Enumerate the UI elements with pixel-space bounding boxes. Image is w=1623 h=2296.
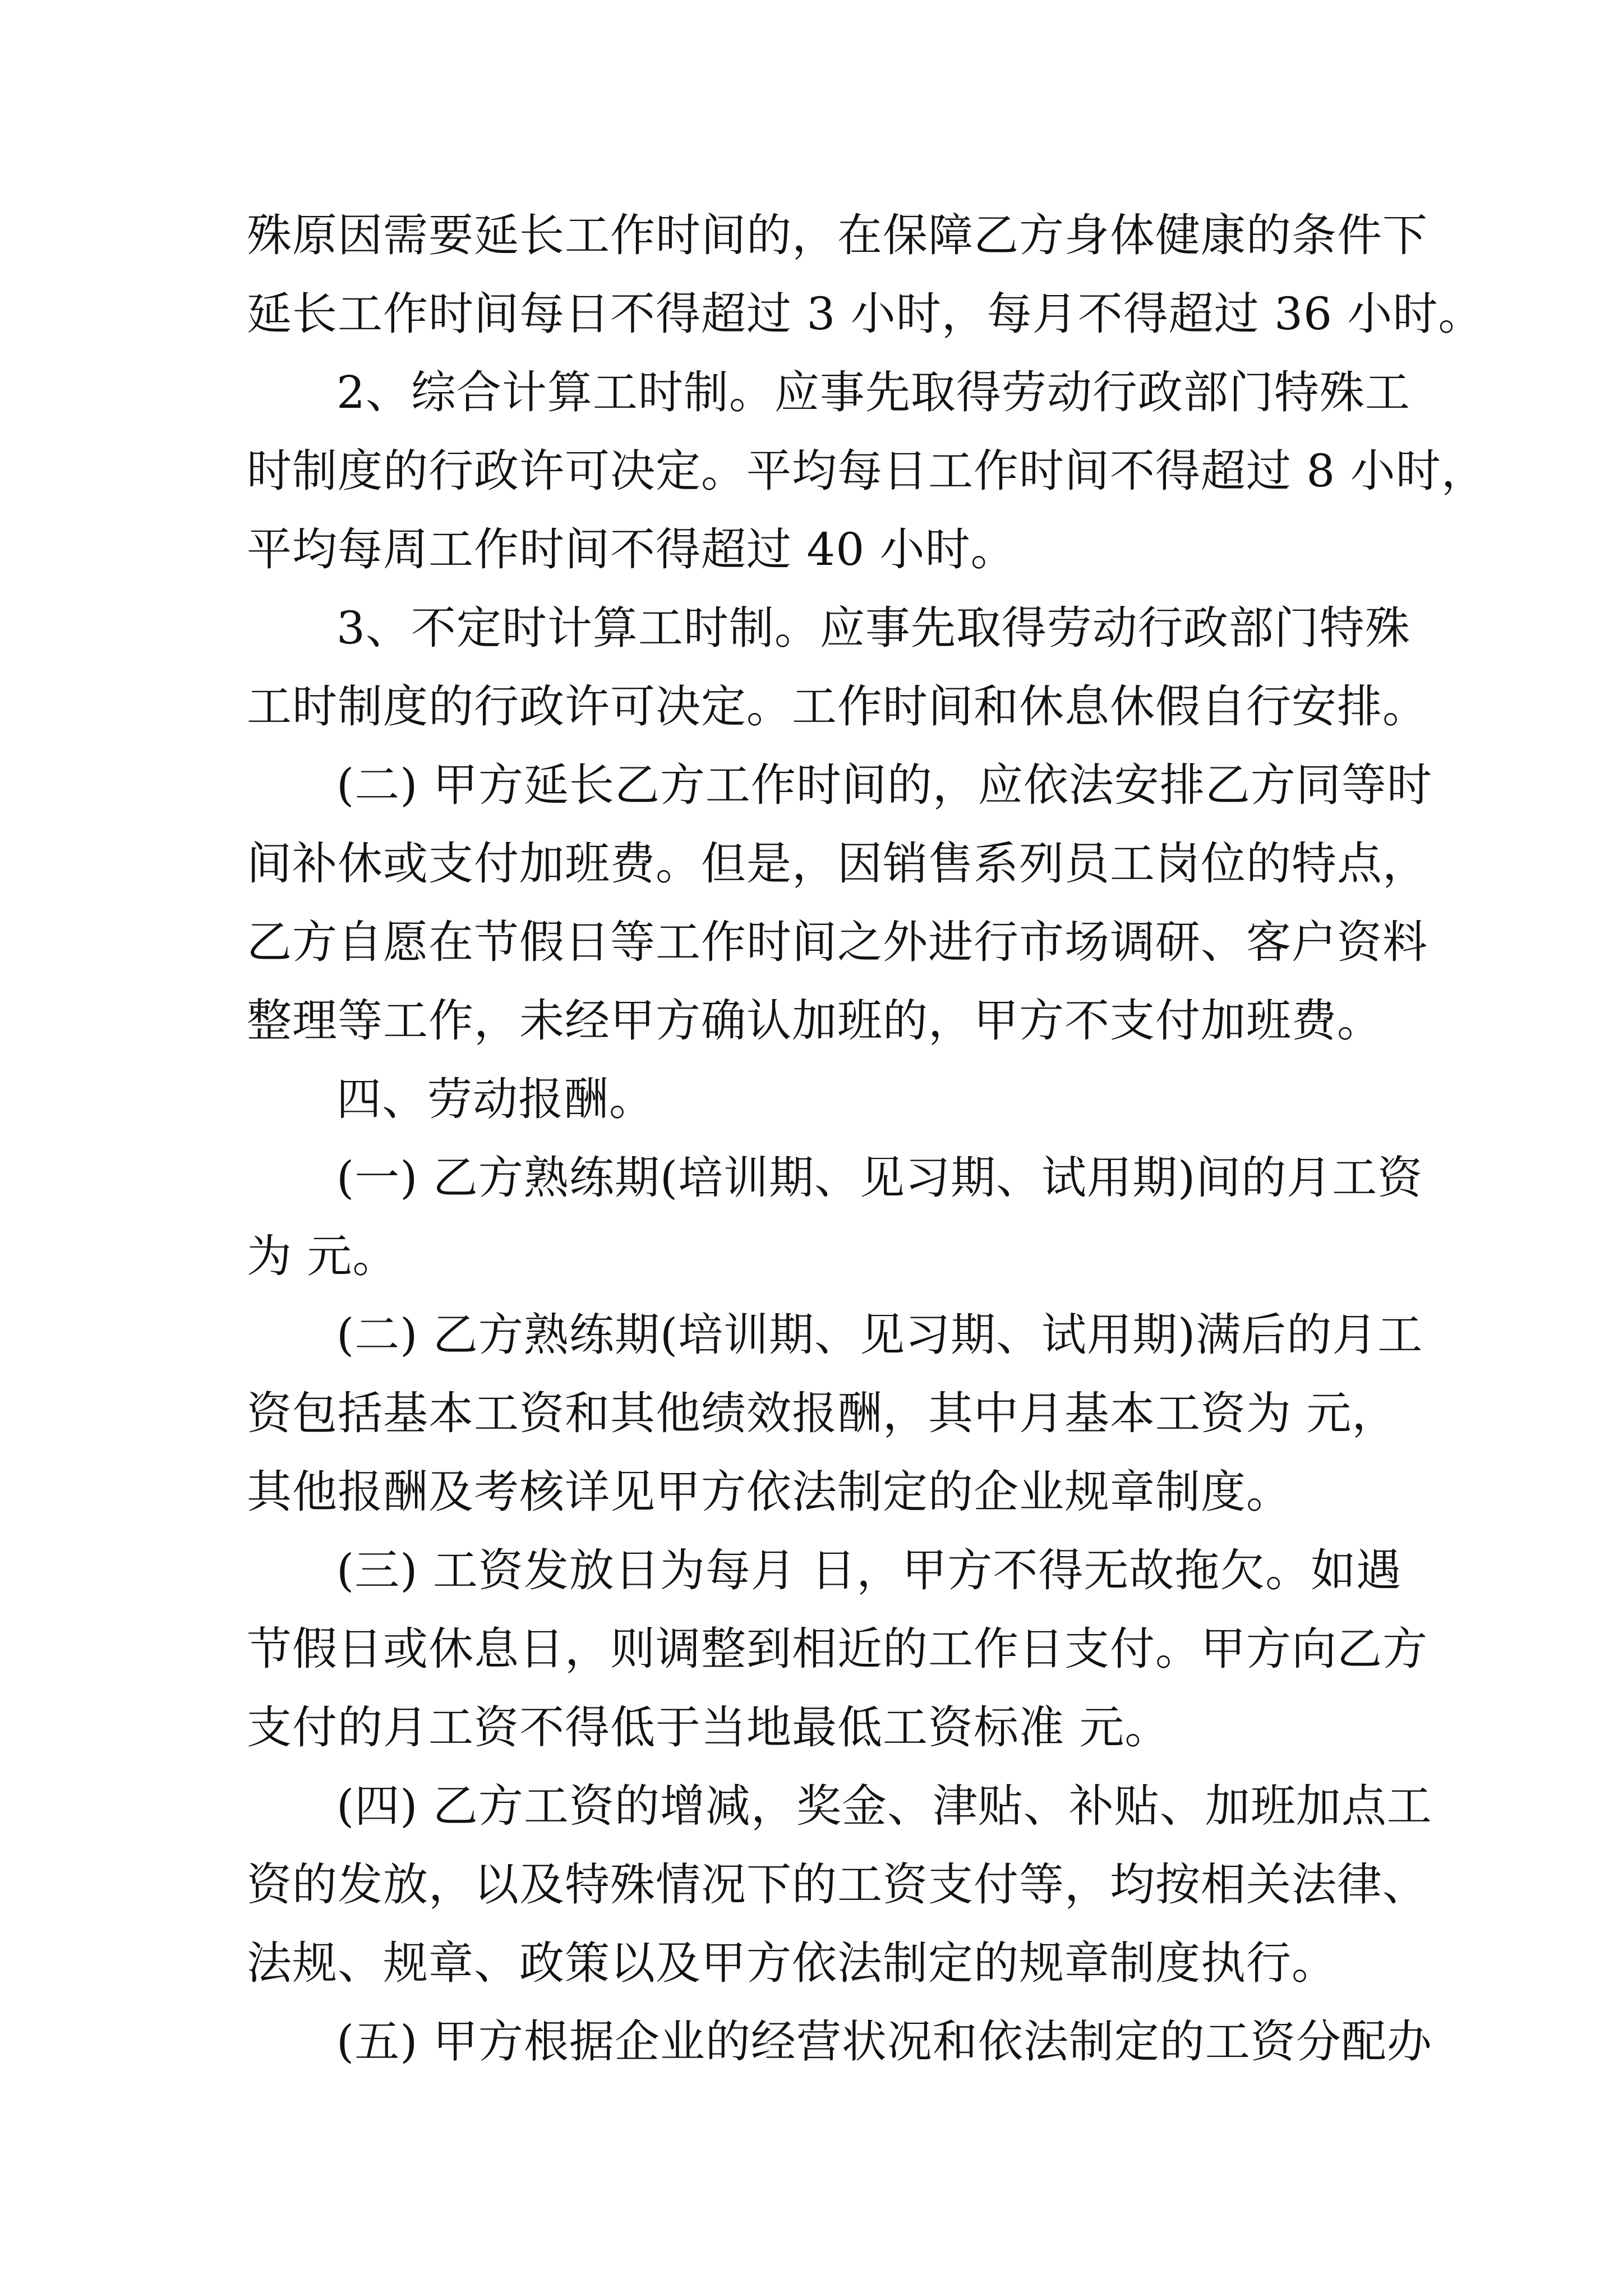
text-line: 乙方自愿在节假日等工作时间之外进行市场调研、客户资料 xyxy=(247,916,1428,968)
text-line: 延长工作时间每日不得超过 3 小时，每月不得超过 36 小时。 xyxy=(247,288,1484,340)
text-line: 资的发放，以及特殊情况下的工资支付等，均按相关法律、 xyxy=(247,1858,1428,1911)
text-line: 法规、规章、政策以及甲方依法制定的规章制度执行。 xyxy=(247,1937,1337,1989)
text-line: 整理等工作，未经甲方确认加班的，甲方不支付加班费。 xyxy=(247,995,1382,1047)
text-line: 时制度的行政许可决定。平均每日工作时间不得超过 8 小时， xyxy=(247,445,1487,497)
text-line: 平均每周工作时间不得超过 40 小时。 xyxy=(247,523,1016,576)
text-line: 2、综合计算工时制。应事先取得劳动行政部门特殊工 xyxy=(336,366,1410,418)
text-line: 其他报酬及考核详见甲方依法制定的企业规章制度。 xyxy=(247,1466,1292,1518)
text-line: (三) 工资发放日为每月 日，甲方不得无故拖欠。如遇 xyxy=(336,1544,1402,1596)
text-line: 殊原因需要延长工作时间的，在保障乙方身体健康的条件下 xyxy=(247,209,1428,261)
text-line: (四) 乙方工资的增减，奖金、津贴、补贴、加班加点工 xyxy=(336,1780,1432,1832)
text-line: (五) 甲方根据企业的经营状况和依法制定的工资分配办 xyxy=(336,2016,1432,2068)
text-line: 3、不定时计算工时制。应事先取得劳动行政部门特殊 xyxy=(336,602,1410,654)
section-heading: 四、劳动报酬。 xyxy=(336,1073,654,1125)
text-line: 间补休或支付加班费。但是，因销售系列员工岗位的特点， xyxy=(247,838,1428,890)
text-line: 资包括基本工资和其他绩效报酬，其中月基本工资为 元， xyxy=(247,1387,1398,1439)
text-line: 支付的月工资不得低于当地最低工资标准 元。 xyxy=(247,1701,1170,1754)
text-line: (一) 乙方熟练期(培训期、见习期、试用期)间的月工资 xyxy=(336,1152,1423,1204)
text-line: (二) 甲方延长乙方工作时间的，应依法安排乙方同等时 xyxy=(336,759,1432,811)
text-line: (二) 乙方熟练期(培训期、见习期、试用期)满后的月工 xyxy=(336,1309,1423,1361)
text-line: 工时制度的行政许可决定。工作时间和休息休假自行安排。 xyxy=(247,680,1428,733)
text-line: 为 元。 xyxy=(247,1230,398,1282)
text-line: 节假日或休息日，则调整到相近的工作日支付。甲方向乙方 xyxy=(247,1623,1428,1675)
